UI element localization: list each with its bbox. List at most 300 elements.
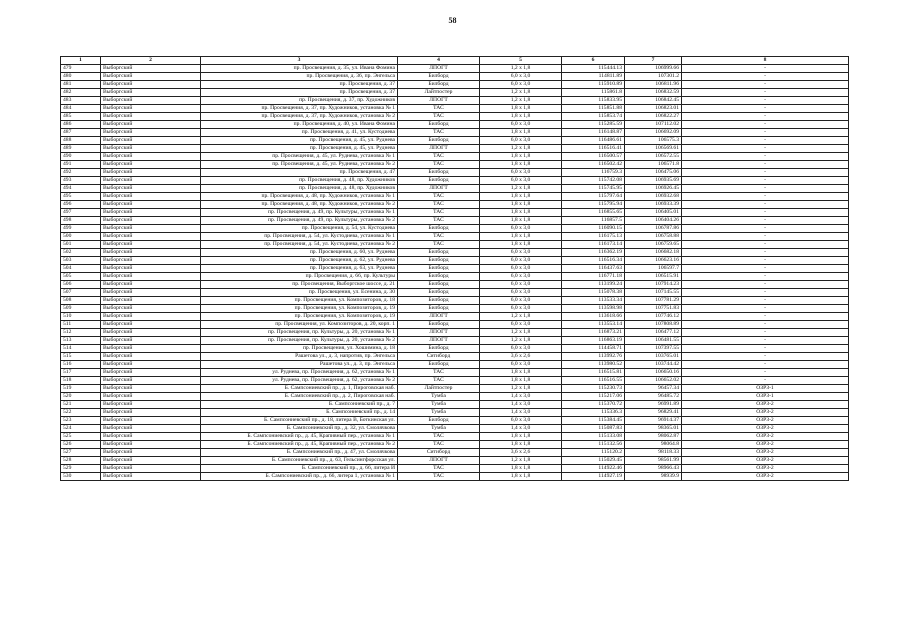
- district-cell: Выборгский: [101, 385, 201, 393]
- y-coordinate-cell: 106575.3: [625, 137, 682, 145]
- y-coordinate-cell: 107808.89: [625, 321, 682, 329]
- table-row: [61, 353, 849, 361]
- address-cell: пр. Просвещения, д. 48, пр. Художников: [201, 177, 398, 185]
- column-header: 2: [101, 57, 201, 65]
- district-cell: Выборгский: [101, 449, 201, 457]
- table-row: [61, 105, 849, 113]
- type-cell: ТАС: [398, 241, 480, 249]
- y-coordinate-cell: 103765.01: [625, 353, 682, 361]
- district-cell: Выборгский: [101, 457, 201, 465]
- row-number-cell: 496: [61, 201, 101, 209]
- zone-cell: -: [682, 265, 849, 273]
- address-cell: пр. Просвещения, д. 48, пр. Художников, установка № 2: [201, 201, 398, 209]
- table-row: [61, 225, 849, 233]
- row-number-cell: 512: [61, 329, 101, 337]
- address-cell: Б. Сампсониевский пр., д. 45, Крапивный пер., установка № 2: [201, 441, 398, 449]
- zone-cell: ОЗРЗ-1: [682, 393, 849, 401]
- type-cell: ТАС: [398, 233, 480, 241]
- address-cell: пр. Просвещения, д. 54, ул. Кустодиева, установка № 1: [201, 233, 398, 241]
- row-number-cell: 517: [61, 369, 101, 377]
- x-coordinate-cell: 115795.94: [562, 201, 625, 209]
- district-cell: Выборгский: [101, 97, 201, 105]
- zone-cell: -: [682, 89, 849, 97]
- table-row: [61, 449, 849, 457]
- x-coordinate-cell: 115133.08: [562, 433, 625, 441]
- row-number-cell: 520: [61, 393, 101, 401]
- row-number-cell: 523: [61, 417, 101, 425]
- type-cell: Билборд: [398, 281, 480, 289]
- x-coordinate-cell: 116863.19: [562, 337, 625, 345]
- y-coordinate-cell: 106404.26: [625, 217, 682, 225]
- y-coordinate-cell: 106933.39: [625, 201, 682, 209]
- table-row: [61, 465, 849, 473]
- district-cell: Выборгский: [101, 473, 201, 481]
- zone-cell: -: [682, 273, 849, 281]
- row-number-cell: 530: [61, 473, 101, 481]
- row-number-cell: 519: [61, 385, 101, 393]
- y-coordinate-cell: 106650.16: [625, 369, 682, 377]
- district-cell: Выборгский: [101, 369, 201, 377]
- district-cell: Выборгский: [101, 65, 201, 73]
- row-number-cell: 521: [61, 401, 101, 409]
- y-coordinate-cell: 106515.91: [625, 273, 682, 281]
- address-cell: пр. Просвещения, д. 45, ул. Руднева, установка № 1: [201, 153, 398, 161]
- district-cell: Выборгский: [101, 129, 201, 137]
- size-cell: 1,8 х 1,8: [480, 473, 562, 481]
- type-cell: ТАС: [398, 441, 480, 449]
- type-cell: ЛПОГТ: [398, 65, 480, 73]
- zone-cell: -: [682, 217, 849, 225]
- size-cell: 1,8 х 1,8: [480, 377, 562, 385]
- row-number-cell: 489: [61, 145, 101, 153]
- column-header: 3: [201, 57, 398, 65]
- x-coordinate-cell: 116500.57: [562, 153, 625, 161]
- type-cell: Билборд: [398, 137, 480, 145]
- address-cell: пр. Просвещения, д. 62, ул. Руднева: [201, 257, 398, 265]
- size-cell: 1,8 х 1,8: [480, 369, 562, 377]
- district-cell: Выборгский: [101, 313, 201, 321]
- zone-cell: -: [682, 249, 849, 257]
- district-cell: Выборгский: [101, 185, 201, 193]
- type-cell: ТАС: [398, 465, 480, 473]
- type-cell: Билборд: [398, 273, 480, 281]
- size-cell: 6,0 х 3,0: [480, 137, 562, 145]
- x-coordinate-cell: 115444.13: [562, 65, 625, 73]
- row-number-cell: 492: [61, 169, 101, 177]
- row-number-cell: 516: [61, 361, 101, 369]
- row-number-cell: 485: [61, 113, 101, 121]
- type-cell: ТАС: [398, 129, 480, 137]
- size-cell: 1,8 х 1,8: [480, 161, 562, 169]
- row-number-cell: 501: [61, 241, 101, 249]
- zone-cell: -: [682, 193, 849, 201]
- zone-cell: -: [682, 289, 849, 297]
- zone-cell: -: [682, 305, 849, 313]
- row-number-cell: 509: [61, 305, 101, 313]
- x-coordinate-cell: 116148.87: [562, 129, 625, 137]
- size-cell: 6,0 х 3,0: [480, 305, 562, 313]
- address-cell: Б. Сампсониевский пр., д. 2, Пироговская наб.: [201, 393, 398, 401]
- zone-cell: ОЗРЗ-2: [682, 465, 849, 473]
- address-cell: пр. Просвещения, д. 49, пр. Культуры, установка № 1: [201, 209, 398, 217]
- size-cell: 1,8 х 1,8: [480, 113, 562, 121]
- type-cell: Билборд: [398, 297, 480, 305]
- row-number-cell: 502: [61, 249, 101, 257]
- table-row: [61, 241, 849, 249]
- address-cell: Б. Сампсониевский пр., д. 63, Гельсингфорсская ул.: [201, 457, 398, 465]
- district-cell: Выборгский: [101, 297, 201, 305]
- type-cell: ЛПОГТ: [398, 337, 480, 345]
- row-number-cell: 511: [61, 321, 101, 329]
- y-coordinate-cell: 106572.55: [625, 153, 682, 161]
- type-cell: Билборд: [398, 225, 480, 233]
- zone-cell: -: [682, 129, 849, 137]
- size-cell: 1,8 х 1,8: [480, 201, 562, 209]
- x-coordinate-cell: 116771.18: [562, 273, 625, 281]
- y-coordinate-cell: 98064.8: [625, 441, 682, 449]
- address-cell: пр. Просвещения, ул. Композиторов, д. 18: [201, 297, 398, 305]
- row-number-cell: 505: [61, 273, 101, 281]
- size-cell: 1,8 х 1,8: [480, 465, 562, 473]
- zone-cell: -: [682, 209, 849, 217]
- y-coordinate-cell: 96991.89: [625, 401, 682, 409]
- x-coordinate-cell: 114458.71: [562, 345, 625, 353]
- row-number-cell: 482: [61, 89, 101, 97]
- type-cell: ТАС: [398, 201, 480, 209]
- size-cell: 6,0 х 3,0: [480, 121, 562, 129]
- y-coordinate-cell: 96914.37: [625, 417, 682, 425]
- district-cell: Выборгский: [101, 441, 201, 449]
- x-coordinate-cell: 115384.45: [562, 417, 625, 425]
- row-number-cell: 513: [61, 337, 101, 345]
- address-cell: Б. Сампсониевский пр., д. 32, ул. Смолячкова: [201, 425, 398, 433]
- address-cell: пр. Просвещения, Выборгское шоссе, д. 21: [201, 281, 398, 289]
- type-cell: Билборд: [398, 81, 480, 89]
- size-cell: 6,0 х 3,0: [480, 281, 562, 289]
- size-cell: 6,0 х 3,0: [480, 73, 562, 81]
- address-cell: Рашетова ул., д. 3, пр. Энгельса: [201, 361, 398, 369]
- y-coordinate-cell: 106842.45: [625, 97, 682, 105]
- address-cell: ул. Руднева, пр. Просвещения, д. 62, установка № 1: [201, 369, 398, 377]
- row-number-cell: 493: [61, 177, 101, 185]
- x-coordinate-cell: 116090.15: [562, 225, 625, 233]
- district-cell: Выборгский: [101, 153, 201, 161]
- x-coordinate-cell: 116175.13: [562, 233, 625, 241]
- table-row: [61, 273, 849, 281]
- y-coordinate-cell: 98939.9: [625, 473, 682, 481]
- y-coordinate-cell: 106481.55: [625, 337, 682, 345]
- zone-cell: -: [682, 121, 849, 129]
- size-cell: 1,2 х 1,8: [480, 145, 562, 153]
- type-cell: Ситиборд: [398, 449, 480, 457]
- zone-cell: -: [682, 369, 849, 377]
- row-number-cell: 483: [61, 97, 101, 105]
- row-number-cell: 522: [61, 409, 101, 417]
- row-number-cell: 486: [61, 121, 101, 129]
- type-cell: Тумба: [398, 425, 480, 433]
- row-number-cell: 525: [61, 433, 101, 441]
- table-row: [61, 337, 849, 345]
- size-cell: 6,0 х 3,0: [480, 265, 562, 273]
- address-cell: пр. Просвещения, ул. Есенина, д. 30: [201, 289, 398, 297]
- address-cell: пр. Просвещения, д. 48, пр. Художников: [201, 185, 398, 193]
- zone-cell: -: [682, 297, 849, 305]
- district-cell: Выборгский: [101, 209, 201, 217]
- table-row: [61, 201, 849, 209]
- x-coordinate-cell: 113618.66: [562, 313, 625, 321]
- size-cell: 6,0 х 3,0: [480, 297, 562, 305]
- zone-cell: -: [682, 81, 849, 89]
- zone-cell: ОЗРЗ-2: [682, 417, 849, 425]
- district-cell: Выборгский: [101, 169, 201, 177]
- district-cell: Выборгский: [101, 105, 201, 113]
- district-cell: Выборгский: [101, 361, 201, 369]
- table-row: [61, 457, 849, 465]
- row-number-cell: 499: [61, 225, 101, 233]
- y-coordinate-cell: 107301.2: [625, 73, 682, 81]
- address-cell: Б. Сампсониевский пр., д. 1, Пироговская наб.: [201, 385, 398, 393]
- row-number-cell: 497: [61, 209, 101, 217]
- table-row: [61, 249, 849, 257]
- column-header: 1: [61, 57, 101, 65]
- address-cell: пр. Просвещения, д. 45, ул. Руднева: [201, 137, 398, 145]
- row-number-cell: 481: [61, 81, 101, 89]
- address-cell: пр. Просвещения, ул. Композиторов, д. 19: [201, 313, 398, 321]
- size-cell: 6,0 х 3,0: [480, 81, 562, 89]
- y-coordinate-cell: 106926.45: [625, 185, 682, 193]
- y-coordinate-cell: 96829.41: [625, 409, 682, 417]
- x-coordinate-cell: 114922.46: [562, 465, 625, 473]
- y-coordinate-cell: 106692.09: [625, 129, 682, 137]
- zone-cell: ОЗРЗ-2: [682, 401, 849, 409]
- x-coordinate-cell: 113533.34: [562, 297, 625, 305]
- table-row: [61, 217, 849, 225]
- size-cell: 6,0 х 3,0: [480, 321, 562, 329]
- type-cell: Билборд: [398, 265, 480, 273]
- zone-cell: -: [682, 241, 849, 249]
- type-cell: Билборд: [398, 361, 480, 369]
- address-cell: пр. Просвещения, ул. Композиторов, д. 19: [201, 305, 398, 313]
- y-coordinate-cell: 106569.61: [625, 145, 682, 153]
- y-coordinate-cell: 103744.42: [625, 361, 682, 369]
- type-cell: Билборд: [398, 305, 480, 313]
- x-coordinate-cell: 116516.34: [562, 257, 625, 265]
- zone-cell: -: [682, 137, 849, 145]
- zone-cell: -: [682, 329, 849, 337]
- table-row: [61, 281, 849, 289]
- address-cell: пр. Просвещения, д. 37: [201, 89, 398, 97]
- table-row: [61, 305, 849, 313]
- y-coordinate-cell: 106932.68: [625, 193, 682, 201]
- row-number-cell: 504: [61, 265, 101, 273]
- row-number-cell: 491: [61, 161, 101, 169]
- type-cell: ТАС: [398, 105, 480, 113]
- table-row: [61, 377, 849, 385]
- zone-cell: -: [682, 201, 849, 209]
- type-cell: Лайтпостер: [398, 89, 480, 97]
- table-row: [61, 169, 849, 177]
- x-coordinate-cell: 115285.59: [562, 121, 625, 129]
- district-cell: Выборгский: [101, 73, 201, 81]
- page-number: 58: [448, 16, 457, 25]
- address-cell: пр. Просвещения, д. 41, ул. Кустодиева: [201, 129, 398, 137]
- type-cell: ЛПОГТ: [398, 313, 480, 321]
- x-coordinate-cell: 116362.19: [562, 249, 625, 257]
- x-coordinate-cell: 115742.08: [562, 177, 625, 185]
- address-cell: пр. Просвещения, д. 47: [201, 169, 398, 177]
- table-row: [61, 361, 849, 369]
- district-cell: Выборгский: [101, 321, 201, 329]
- address-cell: Б. Сампсониевский пр., д. 47, ул. Смолячкова: [201, 449, 398, 457]
- type-cell: Билборд: [398, 321, 480, 329]
- district-cell: Выборгский: [101, 305, 201, 313]
- zone-cell: ОЗРЗ-2: [682, 457, 849, 465]
- address-cell: Б. Сампсониевский пр., д. 7: [201, 401, 398, 409]
- table-row: [61, 121, 849, 129]
- district-cell: Выборгский: [101, 81, 201, 89]
- address-cell: Б. Сампсониевский пр., д. 14: [201, 409, 398, 417]
- row-number-cell: 506: [61, 281, 101, 289]
- row-number-cell: 529: [61, 465, 101, 473]
- district-cell: Выборгский: [101, 89, 201, 97]
- address-cell: пр. Просвещения, д. 35, ул. Ивана Фомина: [201, 65, 398, 73]
- zone-cell: -: [682, 105, 849, 113]
- row-number-cell: 498: [61, 217, 101, 225]
- table-row: [61, 265, 849, 273]
- y-coordinate-cell: 96457.34: [625, 385, 682, 393]
- table-row: [61, 329, 849, 337]
- column-header: 6: [562, 57, 625, 65]
- size-cell: 1,8 х 1,8: [480, 441, 562, 449]
- x-coordinate-cell: 115087.83: [562, 425, 625, 433]
- y-coordinate-cell: 106758.88: [625, 233, 682, 241]
- row-number-cell: 524: [61, 425, 101, 433]
- y-coordinate-cell: 98966.43: [625, 465, 682, 473]
- table-row: [61, 233, 849, 241]
- district-cell: Выборгский: [101, 393, 201, 401]
- x-coordinate-cell: 115370.72: [562, 401, 625, 409]
- district-cell: Выборгский: [101, 353, 201, 361]
- type-cell: ЛПОГТ: [398, 97, 480, 105]
- zone-cell: ОЗРЗ-2: [682, 473, 849, 481]
- x-coordinate-cell: 115851.88: [562, 105, 625, 113]
- table-row: [61, 209, 849, 217]
- table-row: [61, 321, 849, 329]
- type-cell: Ситиборд: [398, 353, 480, 361]
- district-cell: Выборгский: [101, 121, 201, 129]
- size-cell: 6,0 х 3,0: [480, 361, 562, 369]
- y-coordinate-cell: 106999.66: [625, 65, 682, 73]
- zone-cell: ОЗРЗ-2: [682, 449, 849, 457]
- x-coordinate-cell: 115078.38: [562, 289, 625, 297]
- size-cell: 1,8 х 1,8: [480, 433, 562, 441]
- table-row: [61, 73, 849, 81]
- district-cell: Выборгский: [101, 425, 201, 433]
- size-cell: 1,4 х 3,0: [480, 425, 562, 433]
- type-cell: Билборд: [398, 257, 480, 265]
- district-cell: Выборгский: [101, 281, 201, 289]
- row-number-cell: 480: [61, 73, 101, 81]
- size-cell: 6,0 х 3,0: [480, 289, 562, 297]
- zone-cell: -: [682, 145, 849, 153]
- address-cell: Б. Сампсониевский пр., д. 66, литера 1, установка № 1: [201, 473, 398, 481]
- table-row: [61, 89, 849, 97]
- zone-cell: ОЗРЗ-1: [682, 385, 849, 393]
- x-coordinate-cell: 115120.2: [562, 449, 625, 457]
- zone-cell: ОЗРЗ-2: [682, 441, 849, 449]
- y-coordinate-cell: 106811.96: [625, 81, 682, 89]
- row-number-cell: 488: [61, 137, 101, 145]
- table-row: [61, 289, 849, 297]
- x-coordinate-cell: 116855.65: [562, 209, 625, 217]
- x-coordinate-cell: 116516.55: [562, 377, 625, 385]
- y-coordinate-cell: 98561.99: [625, 457, 682, 465]
- x-coordinate-cell: 114811.89: [562, 73, 625, 81]
- zone-cell: -: [682, 361, 849, 369]
- address-cell: пр. Просвещения, д. 66, пр. Культуры: [201, 273, 398, 281]
- row-number-cell: 527: [61, 449, 101, 457]
- type-cell: ТАС: [398, 377, 480, 385]
- zone-cell: -: [682, 345, 849, 353]
- y-coordinate-cell: 107751.83: [625, 305, 682, 313]
- address-cell: пр. Просвещения, д. 45, ул. Руднева: [201, 145, 398, 153]
- type-cell: ЛПОГТ: [398, 329, 480, 337]
- row-number-cell: 479: [61, 65, 101, 73]
- district-cell: Выборгский: [101, 409, 201, 417]
- table-row: [61, 145, 849, 153]
- size-cell: 6,0 х 3,0: [480, 417, 562, 425]
- zone-cell: -: [682, 353, 849, 361]
- district-cell: Выборгский: [101, 225, 201, 233]
- district-cell: Выборгский: [101, 377, 201, 385]
- row-number-cell: 487: [61, 129, 101, 137]
- y-coordinate-cell: 106652.02: [625, 377, 682, 385]
- y-coordinate-cell: 106623.16: [625, 257, 682, 265]
- size-cell: 1,2 х 1,8: [480, 65, 562, 73]
- table-row: [61, 433, 849, 441]
- y-coordinate-cell: 107112.02: [625, 121, 682, 129]
- zone-cell: -: [682, 113, 849, 121]
- y-coordinate-cell: 106759.65: [625, 241, 682, 249]
- district-cell: Выборгский: [101, 337, 201, 345]
- table-row: [61, 473, 849, 481]
- district-cell: Выборгский: [101, 289, 201, 297]
- x-coordinate-cell: 113553.14: [562, 321, 625, 329]
- zone-cell: -: [682, 377, 849, 385]
- district-cell: Выборгский: [101, 345, 201, 353]
- size-cell: 1,4 х 3,0: [480, 401, 562, 409]
- district-cell: Выборгский: [101, 233, 201, 241]
- type-cell: Билборд: [398, 177, 480, 185]
- size-cell: 1,8 х 1,8: [480, 241, 562, 249]
- table-row: [61, 401, 849, 409]
- address-cell: пр. Просвещения, д. 37: [201, 81, 398, 89]
- table-row: [61, 137, 849, 145]
- type-cell: ТАС: [398, 473, 480, 481]
- size-cell: 1,2 х 1,8: [480, 185, 562, 193]
- x-coordinate-cell: 116516.41: [562, 145, 625, 153]
- address-cell: пр. Просвещения, д. 45, ул. Руднева, установка № 2: [201, 161, 398, 169]
- size-cell: 1,8 х 1,8: [480, 129, 562, 137]
- type-cell: Тумба: [398, 409, 480, 417]
- x-coordinate-cell: 116173.14: [562, 241, 625, 249]
- type-cell: ЛПОГТ: [398, 145, 480, 153]
- y-coordinate-cell: 106822.27: [625, 113, 682, 121]
- zone-cell: -: [682, 177, 849, 185]
- district-cell: Выборгский: [101, 465, 201, 473]
- x-coordinate-cell: 116515.81: [562, 369, 625, 377]
- address-cell: пр. Просвещения, д. 37, пр. Художников, установка № 2: [201, 113, 398, 121]
